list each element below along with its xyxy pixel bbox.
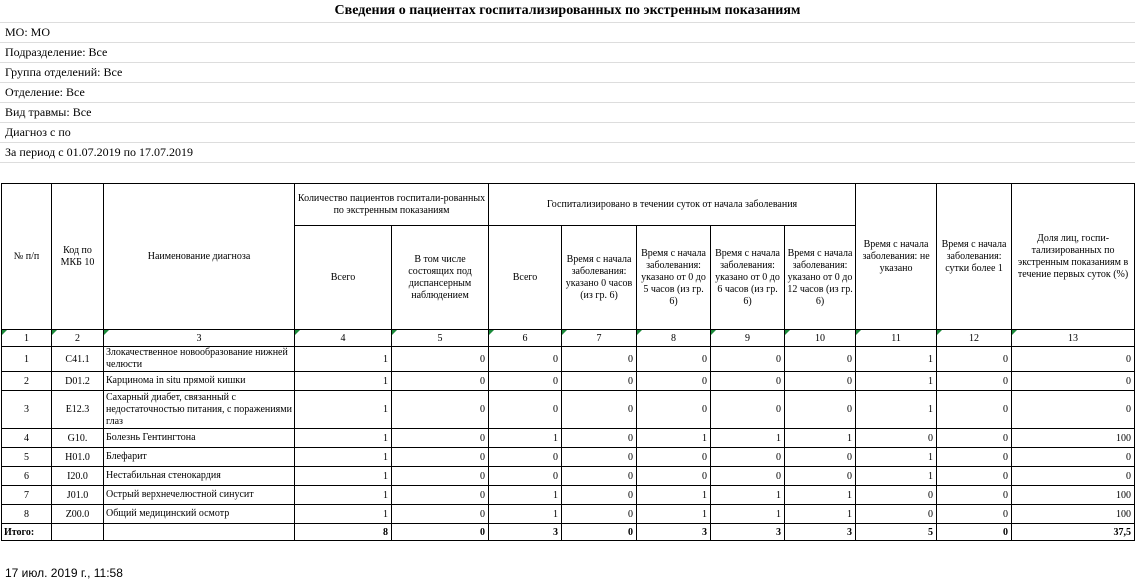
col-number: 10 <box>785 330 856 347</box>
table-row <box>2 486 1135 505</box>
value-cell: 1 <box>856 347 937 372</box>
col-number: 6 <box>489 330 562 347</box>
value-cell: 0 <box>1012 467 1135 486</box>
value-cell: 1 <box>711 505 785 524</box>
totals-cell: 37,5 <box>1012 524 1135 541</box>
mkb-code: G10. <box>52 429 104 448</box>
value-cell: 0 <box>637 372 711 391</box>
mkb-code: E12.3 <box>52 391 104 429</box>
col-number: 9 <box>711 330 785 347</box>
diagnosis-name: Нестабильная стенокардия <box>104 467 295 486</box>
mkb-code: D01.2 <box>52 372 104 391</box>
value-cell: 0 <box>392 505 489 524</box>
column-number-row <box>2 330 1135 347</box>
totals-cell: 5 <box>856 524 937 541</box>
totals-cell: 3 <box>637 524 711 541</box>
value-cell: 1 <box>785 486 856 505</box>
value-cell: 1 <box>295 372 392 391</box>
col-number: 13 <box>1012 330 1135 347</box>
header-diagnosis-name: Наименование диагноза <box>104 184 295 330</box>
row-number: 2 <box>2 372 52 391</box>
value-cell: 1 <box>295 467 392 486</box>
report-title: Сведения о пациентах госпитализированных по экстренным показаниям <box>0 0 1135 23</box>
row-number: 7 <box>2 486 52 505</box>
report-timestamp: 17 июл. 2019 г., 11:58 <box>5 566 123 580</box>
value-cell: 0 <box>785 448 856 467</box>
info-mo: МО: МО <box>0 23 1135 43</box>
value-cell: 0 <box>937 467 1012 486</box>
diagnosis-name: Болезнь Гентингтона <box>104 429 295 448</box>
col-number: 12 <box>937 330 1012 347</box>
totals-cell: 3 <box>711 524 785 541</box>
table-body <box>2 347 1135 541</box>
value-cell: 0 <box>711 347 785 372</box>
table-row <box>2 347 1135 372</box>
mkb-code: I20.0 <box>52 467 104 486</box>
value-cell: 1 <box>489 429 562 448</box>
table-row <box>2 505 1135 524</box>
diagnosis-name: Общий медицинский осмотр <box>104 505 295 524</box>
info-period: За период с 01.07.2019 по 17.07.2019 <box>0 143 1135 163</box>
value-cell: 0 <box>637 347 711 372</box>
value-cell: 0 <box>856 486 937 505</box>
value-cell: 0 <box>637 467 711 486</box>
totals-cell: 0 <box>562 524 637 541</box>
value-cell: 0 <box>562 486 637 505</box>
row-number: 1 <box>2 347 52 372</box>
value-cell: 0 <box>937 486 1012 505</box>
totals-cell: 0 <box>937 524 1012 541</box>
value-cell: 0 <box>562 429 637 448</box>
value-cell: 0 <box>489 448 562 467</box>
col-number: 1 <box>2 330 52 347</box>
totals-empty <box>52 524 104 541</box>
table-row <box>2 429 1135 448</box>
value-cell: 0 <box>392 372 489 391</box>
value-cell: 1 <box>637 505 711 524</box>
value-cell: 0 <box>711 372 785 391</box>
value-cell: 0 <box>489 347 562 372</box>
value-cell: 0 <box>1012 448 1135 467</box>
value-cell: 0 <box>392 448 489 467</box>
report-table <box>1 183 1135 541</box>
value-cell: 0 <box>562 391 637 429</box>
header-not-specified: Время с начала заболевания: не указано <box>856 184 937 330</box>
value-cell: 0 <box>562 347 637 372</box>
value-cell: 0 <box>785 467 856 486</box>
value-cell: 100 <box>1012 429 1135 448</box>
value-cell: 1 <box>295 486 392 505</box>
value-cell: 0 <box>711 391 785 429</box>
header-more-than-day: Время с начала заболевания: сутки более 1 <box>937 184 1012 330</box>
totals-label: Итого: <box>2 524 52 541</box>
mkb-code: H01.0 <box>52 448 104 467</box>
value-cell: 0 <box>785 347 856 372</box>
header-time-0-6: Время с начала заболевания: указано от 0 до 6 часов (из гр. 6) <box>711 226 785 330</box>
mkb-code: C41.1 <box>52 347 104 372</box>
value-cell: 100 <box>1012 486 1135 505</box>
col-number: 2 <box>52 330 104 347</box>
header-time-0-12: Время с начала заболевания: указано от 0 до 12 часов (из гр. 6) <box>785 226 856 330</box>
value-cell: 0 <box>937 372 1012 391</box>
mkb-code: J01.0 <box>52 486 104 505</box>
value-cell: 0 <box>489 467 562 486</box>
value-cell: 0 <box>489 372 562 391</box>
col-number: 11 <box>856 330 937 347</box>
value-cell: 1 <box>856 391 937 429</box>
col-number: 5 <box>392 330 489 347</box>
value-cell: 0 <box>937 347 1012 372</box>
info-subdivision: Подразделение: Все <box>0 43 1135 63</box>
value-cell: 1 <box>637 429 711 448</box>
header-time-0: Время с начала заболевания: указано 0 часов (из гр. 6) <box>562 226 637 330</box>
header-total: Всего <box>295 226 392 330</box>
value-cell: 1 <box>489 505 562 524</box>
value-cell: 0 <box>562 372 637 391</box>
value-cell: 0 <box>1012 347 1135 372</box>
info-department: Отделение: Все <box>0 83 1135 103</box>
mkb-code: Z00.0 <box>52 505 104 524</box>
value-cell: 0 <box>489 391 562 429</box>
header-group-hosp: Госпитализировано в течении суток от начала заболевания <box>489 184 856 226</box>
row-number: 6 <box>2 467 52 486</box>
header-group-count: Количество пациентов госпитали-рованных по экстренным показаниям <box>295 184 489 226</box>
value-cell: 0 <box>392 347 489 372</box>
value-cell: 1 <box>489 486 562 505</box>
col-number: 3 <box>104 330 295 347</box>
value-cell: 0 <box>937 429 1012 448</box>
diagnosis-name: Злокачественное новообразование нижней челюсти <box>104 347 295 372</box>
value-cell: 0 <box>937 448 1012 467</box>
row-number: 5 <box>2 448 52 467</box>
value-cell: 0 <box>937 505 1012 524</box>
value-cell: 0 <box>392 467 489 486</box>
value-cell: 1 <box>711 486 785 505</box>
value-cell: 1 <box>785 505 856 524</box>
value-cell: 0 <box>392 486 489 505</box>
table-row <box>2 391 1135 429</box>
col-number: 4 <box>295 330 392 347</box>
value-cell: 1 <box>295 391 392 429</box>
table-row <box>2 448 1135 467</box>
diagnosis-name: Острый верхнечелюстной синусит <box>104 486 295 505</box>
value-cell: 0 <box>856 505 937 524</box>
diagnosis-name: Блефарит <box>104 448 295 467</box>
diagnosis-name: Сахарный диабет, связанный с недостаточностью питания, с поражениями глаз <box>104 391 295 429</box>
info-diagnosis-range: Диагноз с по <box>0 123 1135 143</box>
value-cell: 0 <box>562 505 637 524</box>
info-injury-type: Вид травмы: Все <box>0 103 1135 123</box>
header-mkb: Код по МКБ 10 <box>52 184 104 330</box>
diagnosis-name: Карцинома in situ прямой кишки <box>104 372 295 391</box>
value-cell: 1 <box>856 448 937 467</box>
row-number: 4 <box>2 429 52 448</box>
value-cell: 1 <box>295 429 392 448</box>
value-cell: 1 <box>295 448 392 467</box>
value-cell: 0 <box>637 391 711 429</box>
info-department-group: Группа отделений: Все <box>0 63 1135 83</box>
value-cell: 0 <box>711 448 785 467</box>
value-cell: 0 <box>856 429 937 448</box>
col-number: 7 <box>562 330 637 347</box>
value-cell: 1 <box>785 429 856 448</box>
value-cell: 0 <box>562 448 637 467</box>
header-dispensary: В том числе состоящих под диспансерным наблюдением <box>392 226 489 330</box>
value-cell: 0 <box>392 429 489 448</box>
header-time-0-5: Время с начала заболевания: указано от 0 до 5 часов (из гр. 6) <box>637 226 711 330</box>
header-total-hosp: Всего <box>489 226 562 330</box>
value-cell: 0 <box>1012 372 1135 391</box>
value-cell: 0 <box>1012 391 1135 429</box>
value-cell: 100 <box>1012 505 1135 524</box>
value-cell: 1 <box>295 347 392 372</box>
totals-cell: 3 <box>489 524 562 541</box>
value-cell: 0 <box>785 372 856 391</box>
totals-empty <box>104 524 295 541</box>
table-row <box>2 372 1135 391</box>
value-cell: 1 <box>637 486 711 505</box>
header-share: Доля лиц, госпи-тализированных по экстренным показаниям в течение первых суток (%) <box>1012 184 1135 330</box>
totals-cell: 8 <box>295 524 392 541</box>
value-cell: 0 <box>937 391 1012 429</box>
value-cell: 0 <box>711 467 785 486</box>
value-cell: 1 <box>295 505 392 524</box>
totals-row <box>2 524 1135 541</box>
row-number: 8 <box>2 505 52 524</box>
row-number: 3 <box>2 391 52 429</box>
totals-cell: 3 <box>785 524 856 541</box>
totals-cell: 0 <box>392 524 489 541</box>
value-cell: 0 <box>785 391 856 429</box>
header-npp: № п/п <box>2 184 52 330</box>
value-cell: 0 <box>392 391 489 429</box>
value-cell: 1 <box>856 372 937 391</box>
value-cell: 1 <box>856 467 937 486</box>
value-cell: 0 <box>562 467 637 486</box>
table-row <box>2 467 1135 486</box>
col-number: 8 <box>637 330 711 347</box>
report-sheet <box>0 0 1135 163</box>
value-cell: 0 <box>637 448 711 467</box>
value-cell: 1 <box>711 429 785 448</box>
